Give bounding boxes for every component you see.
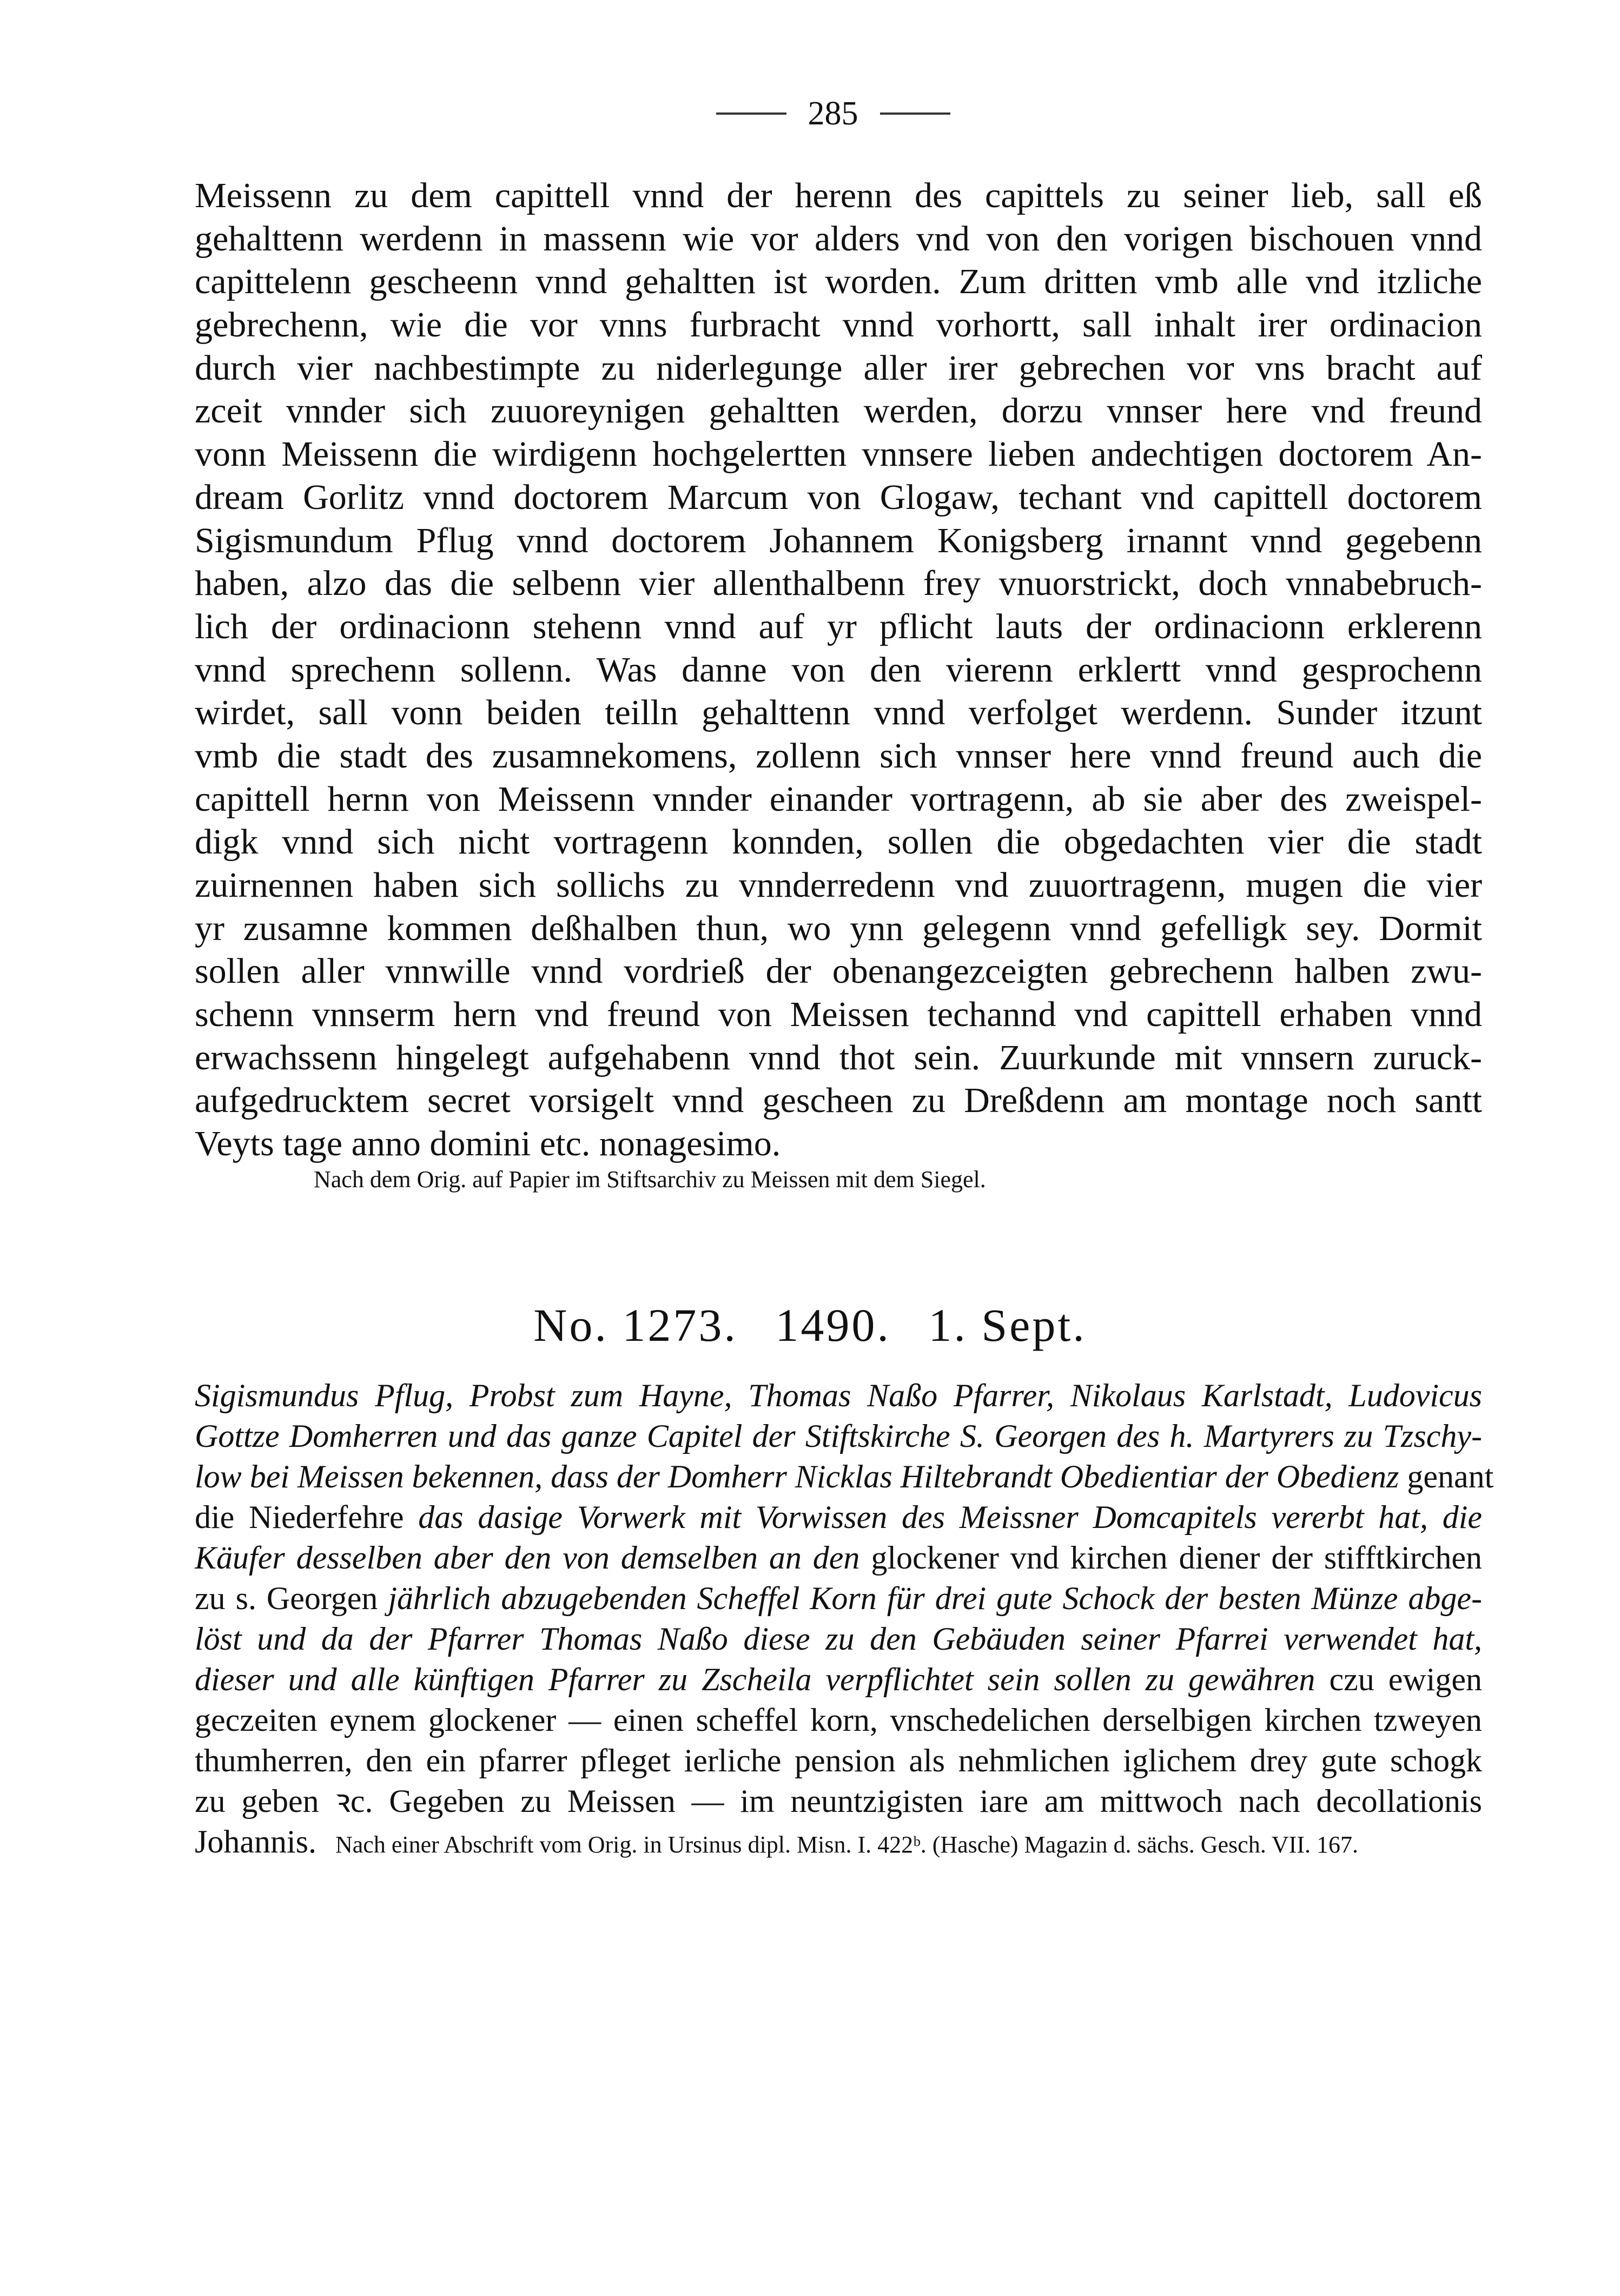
header-rule-right <box>880 113 950 115</box>
page-number: 285 <box>808 95 858 132</box>
text-line: gebrechenn, wie die vor vnns furbracht vnnd vorhortt, sall inhalt irer ordinacion <box>195 305 1482 345</box>
text-line: sollen aller vnnwille vnnd vordrieß der obenangezceigten gebrechenn halben zwu- <box>195 951 1482 991</box>
text-line <box>195 1497 1482 1538</box>
italic-segment: Käufer desselben aber den von demselben an den <box>195 1540 860 1576</box>
text-line: Veyts tage anno domini etc. nonagesimo. <box>195 1124 781 1164</box>
source-note-2: Nach einer Abschrift vom Orig. in Ursinus dipl. Misn. I. 422ᵇ. (Hasche) Magazin d. sächs. Gesch. VII. 167. <box>335 1831 1358 1858</box>
italic-segment: das dasige Vorwerk mit Vorwissen des Meissner Domcapitels vererbt hat, die <box>404 1499 1482 1535</box>
text-line: aufgedrucktem secret vorsigelt vnnd gescheen zu Dreßdenn am montage noch santt <box>195 1081 1482 1121</box>
document-number: No. 1273. <box>533 1299 738 1351</box>
roman-segment: zu s. Georgen <box>195 1580 378 1616</box>
text-line: capittell hernn von Meissenn vnnder einander vortragenn, ab sie aber des zweispel- <box>195 779 1482 819</box>
header-rule-left <box>716 113 786 115</box>
document-heading <box>0 1298 1620 1352</box>
text-line: schenn vnnserm hern vnd freund von Meissen techannd vnd capittell erhaben vnnd <box>195 995 1482 1035</box>
roman-segment: Johannis. <box>195 1824 316 1860</box>
italic-segment: Sigismundus Pflug, Probst zum Hayne, Thomas Naßo Pfarrer, Nikolaus Karlstadt, Ludovicus <box>195 1378 1482 1413</box>
text-line: haben, alzo das die selbenn vier allenthalbenn frey vnuorstrickt, doch vnnabebruch- <box>195 564 1482 604</box>
text-line: erwachssenn hingelegt aufgehabenn vnnd thot sein. Zuurkunde mit vnnsern zuruck- <box>195 1037 1482 1077</box>
text-line <box>195 1619 1482 1659</box>
text-line: capittelenn gescheenn vnnd gehaltten ist worden. Zum dritten vmb alle vnd itzliche <box>195 262 1482 302</box>
roman-segment: thumherren, den ein pfarrer pfleget ierliche pension als nehmlichen iglichem drey gute schogk <box>195 1743 1482 1778</box>
text-line: vonn Meissenn die wirdigenn hochgelertten vnnsere lieben andechtigen doctorem An- <box>195 434 1482 474</box>
text-line: dream Gorlitz vnnd doctorem Marcum von Glogaw, techant vnd capittell doctorem <box>195 477 1482 517</box>
text-line <box>195 1578 1482 1619</box>
roman-segment: czu ewigen <box>1315 1662 1482 1697</box>
text-line: vmb die stadt des zusamnekomens, zollenn sich vnnser here vnnd freund auch die <box>195 736 1482 776</box>
italic-segment: dieser und alle künftigen Pfarrer zu Zscheila verpflichtet sein sollen zu gewähren <box>195 1662 1315 1697</box>
roman-segment: zu geben ꝛc. Gegeben zu Meissen — im neuntzigisten iare am mittwoch nach decollationis <box>195 1783 1482 1819</box>
text-line: yr zusamne kommen deßhalben thun, wo ynn gelegenn vnnd gefelligk sey. Dormit <box>195 908 1482 948</box>
text-line <box>195 1781 1482 1822</box>
text-line: zceit vnnder sich zuuoreynigen gehaltten werden, dorzu vnnser here vnd freund <box>195 391 1482 431</box>
document-body-paragraph <box>195 174 1482 1166</box>
source-note: Nach dem Orig. auf Papier im Stiftsarchiv zu Meissen mit dem Siegel. <box>314 1166 986 1193</box>
text-line <box>195 1416 1482 1457</box>
document-year: 1490. <box>775 1299 891 1351</box>
text-line <box>195 1741 1482 1781</box>
italic-segment: Gottze Domherren und das ganze Capitel der Stiftskirche S. Georgen des h. Martyrers zu Tzschy- <box>195 1418 1482 1454</box>
roman-segment: genant <box>1399 1459 1494 1494</box>
italic-segment: low bei Meissen bekennen, dass der Domherr Nicklas Hiltebrandt Obedientiar der Obedienz <box>195 1459 1399 1494</box>
text-line: vnnd sprechenn sollenn. Was danne von den vierenn erklertt vnnd gesprochenn <box>195 650 1482 690</box>
roman-segment: geczeiten eynem glockener — einen scheffel korn, vnschedelichen derselbigen kirchen tzweyen <box>195 1702 1482 1738</box>
text-line: digk vnnd sich nicht vortragenn konnden, sollen die obgedachten vier die stadt <box>195 822 1482 862</box>
text-line <box>195 1375 1482 1416</box>
text-line: gehalttenn werdenn in massenn wie vor alders vnd von den vorigen bischouen vnnd <box>195 219 1482 259</box>
text-line: Meissenn zu dem capittell vnnd der herenn des capittels zu seiner lieb, sall eß <box>195 176 1482 215</box>
text-line: lich der ordinacionn stehenn vnnd auf yr pflicht lauts der ordinacionn erklerenn <box>195 606 1482 646</box>
text-line: zuirnennen haben sich sollichs zu vnnderredenn vnd zuuortragenn, mugen die vier <box>195 865 1482 905</box>
document-date: 1. Sept. <box>928 1299 1087 1351</box>
roman-segment: glockener vnd kirchen diener der stifftkirchen <box>859 1540 1483 1576</box>
text-line <box>195 1700 1482 1741</box>
text-line <box>195 1538 1482 1578</box>
italic-segment: jährlich abzugebenden Scheffel Korn für drei gute Schock der besten Münze abge- <box>378 1580 1482 1616</box>
page-header <box>692 92 974 135</box>
text-line: durch vier nachbestimpte zu niderlegunge aller irer gebrechen vor vns bracht auf <box>195 348 1482 388</box>
italic-segment: löst und da der Pfarrer Thomas Naßo diese zu den Gebäuden seiner Pfarrei verwendet hat, <box>195 1621 1482 1657</box>
text-line: wirdet, sall vonn beiden teilln gehalttenn vnnd verfolget werdenn. Sunder itzunt <box>195 693 1482 733</box>
roman-segment: die Niederfehre <box>195 1499 404 1535</box>
text-line <box>195 1659 1482 1700</box>
text-line <box>195 1457 1494 1497</box>
document-summary-paragraph <box>195 1375 1494 1862</box>
text-line: Sigismundum Pflug vnnd doctorem Johannem Konigsberg irnannt vnnd gegebenn <box>195 520 1482 560</box>
